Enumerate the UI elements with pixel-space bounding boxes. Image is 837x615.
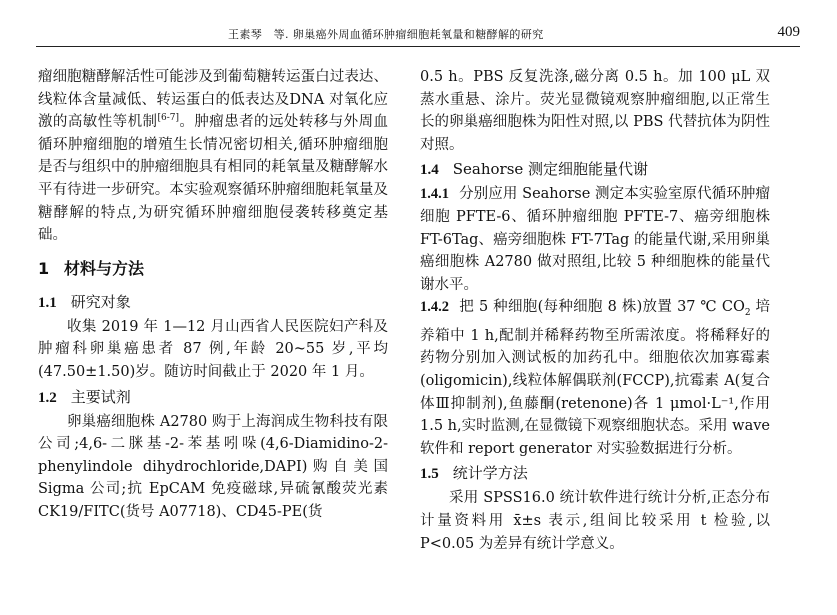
- section-1-2-heading: 1.2 主要试剂: [38, 387, 131, 406]
- left-column: [38, 66, 388, 524]
- page-number: 409: [777, 24, 800, 40]
- right-column: [420, 66, 770, 555]
- running-header: [36, 24, 800, 47]
- section-1-heading: 1 材料与方法: [38, 258, 145, 278]
- citation-ref: [6-7]: [157, 113, 179, 124]
- section-1-5-heading: 1.5 统计学方法: [420, 464, 528, 483]
- section-1-2-text: 卵巢癌细胞株 A2780 购于上海润成生物科技有限公司;4,6-二脒基-2-苯基吲哚(4,6-Diamidino-2-phenylindole dihydrochloride,DAPI)购自美国 Sigma 公司;抗 EpCAM 免疫磁球,异硫氰酸荧光素 CK19/FITC(货号 A07718)、CD45-PE(货: [38, 413, 388, 520]
- section-1-3-continued-text: 0.5 h。PBS 反复洗涤,磁分离 0.5 h。加 100 μL 双蒸水重悬、涂片。荧光显微镜观察肿瘤细胞,以正常生长的卵巢癌细胞株为阳性对照,以 PBS 代替抗体为阴性对照。: [420, 69, 770, 153]
- section-1-5-text: 采用 SPSS16.0 统计软件进行统计分析,正态分布计量资料用 x̄±s 表示,组间比较采用 t 检验,以 P<0.05 为差异有统计学意义。: [420, 490, 770, 552]
- intro-paragraph: 瘤细胞糖酵解活性可能涉及到葡萄糖转运蛋白过表达、线粒体含量减低、转运蛋白的低表达及DNA 对氧化应激的高敏性等机制[6-7]。肿瘤患者的远处转移与外周血循环肿瘤细胞的增殖生长情况密切相关,循环肿瘤细胞是否与组织中的肿瘤细胞具有相同的耗氧量及糖酵解水平有待进一步研究。本实验观察循环肿瘤细胞耗氧量及糖酵解的特点,为研究循环肿瘤细胞侵袭转移奠定基础。: [38, 69, 389, 244]
- section-1-4-heading: 1.4 Seahorse 测定细胞能量代谢: [420, 160, 649, 179]
- running-title: 王素琴 等. 卵巢癌外周血循环肿瘤细胞耗氧量和糖酵解的研究: [228, 28, 544, 41]
- section-1-4-1-text: 1.4.1 分别应用 Seahorse 测定本实验室原代循环肿瘤细胞 PFTE-6、循环肿瘤细胞 PFTE-7、癌旁细胞株 FT-6Tag、癌旁细胞株 FT-7Tag 的能量代谢,采用卵巢癌细胞株 A2780 做对照组,比较 5 种细胞株的能量代谢水平。: [420, 186, 770, 293]
- section-1-1-text: 收集 2019 年 1—12 月山西省人民医院妇产科及肿瘤科卵巢癌患者 87 例,年龄 20~55 岁,平均(47.50±1.50)岁。随访时间截止于 2020 年 1 月。: [38, 318, 388, 380]
- section-1-4-2-text: 1.4.2 把 5 种细胞(每种细胞 8 株)放置 37 ℃ $CO_2$ 培养箱中 1 h,配制并稀释药物至所需浓度。将稀释好的药物分别加入测试板的加药孔中。细胞依次加寡霉素(oligomicin),线粒体解偶联剂(FCCP),抗霉素 A(复合体Ⅲ抑制剂),鱼藤酮(retenone)各 1 μmol·L⁻¹,作用 1.5 h,实时监测,在显微镜下观察细胞状态。采用 wave 软件和 report generator 对实验数据进行分析。: [420, 299, 771, 457]
- section-1-1-heading: 1.1 研究对象: [38, 292, 131, 311]
